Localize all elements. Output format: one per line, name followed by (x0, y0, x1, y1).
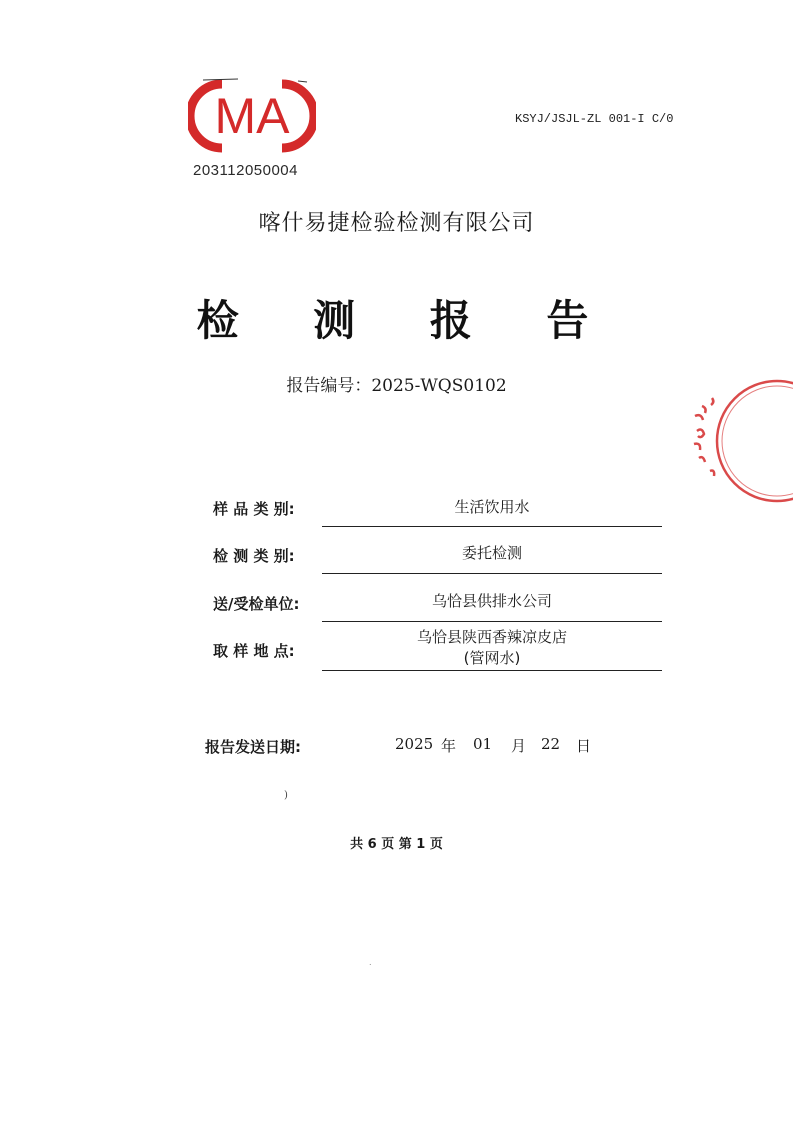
field-underline (322, 670, 662, 671)
cma-logo (188, 78, 316, 154)
field-underline (322, 526, 662, 527)
field-value-test-type: 委托检测 (461, 544, 522, 562)
sampling-location-line-1: 乌恰县陕西香辣凉皮店 (416, 628, 567, 646)
company-name: 喀什易捷检验检测有限公司 (258, 211, 535, 236)
send-date-day-unit: 日 (576, 737, 592, 755)
send-date-day: 22 (541, 735, 561, 753)
send-date-month-unit: 月 (511, 737, 527, 755)
page-info: 共 6 页 第 1 页 (350, 837, 443, 852)
field-label-test-type: 检 测 类 别: (213, 547, 295, 565)
field-underline (322, 573, 662, 574)
field-label-sampling-location: 取 样 地 点: (213, 642, 295, 660)
report-number-label: 报告编号： (286, 376, 372, 396)
sampling-location-line-2: (管网水) (463, 649, 521, 667)
field-value-client: 乌恰县供排水公司 (431, 592, 552, 610)
field-label-client: 送/受检单位: (213, 595, 300, 613)
svg-text:MA: MA (214, 88, 290, 144)
field-label-sample-type: 样 品 类 别: (213, 500, 295, 518)
report-title: 检 测 报 告 (196, 296, 619, 345)
official-seal-partial (672, 376, 793, 506)
send-date-label: 报告发送日期: (205, 738, 301, 756)
document-code: KSYJ/JSJL-ZL 001-I C/0 (515, 112, 674, 126)
field-value-sample-type: 生活饮用水 (454, 498, 530, 516)
cma-certificate-number: 203112050004 (193, 162, 298, 179)
send-date-year-unit: 年 (441, 737, 457, 755)
send-date-year: 2025 (395, 735, 434, 753)
send-date-month: 01 (473, 735, 493, 753)
field-value-sampling-location (322, 627, 662, 669)
field-underline (322, 621, 662, 622)
stray-mark: ) (284, 790, 288, 801)
stray-mark: . (369, 958, 372, 967)
report-number-value: 2025-WQS0102 (371, 376, 507, 396)
